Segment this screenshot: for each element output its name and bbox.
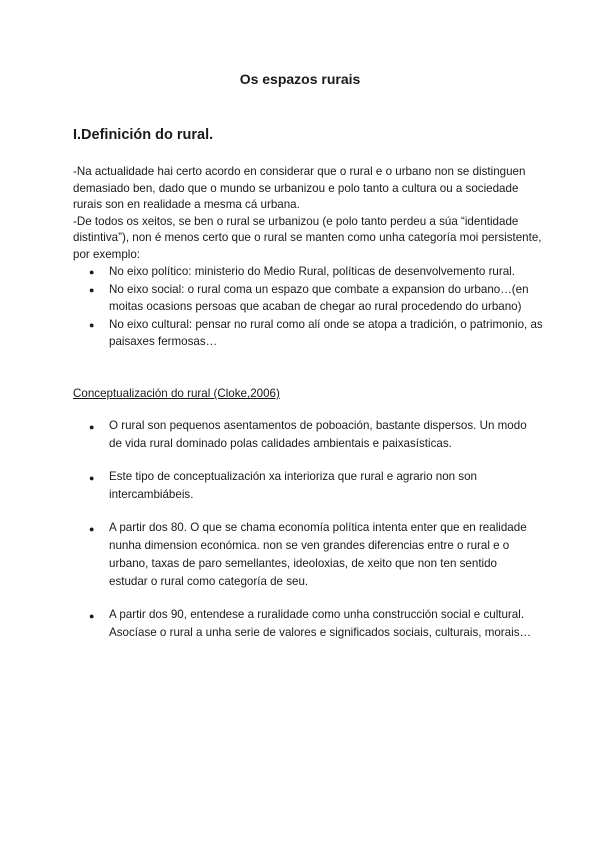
- list-item: [73, 317, 543, 350]
- list-item-text: A partir dos 90, entendese a ruralidade como unha construcción social e cultural. Asocíase o rural a unha serie de valores e significados sociais, culturais, morais…: [109, 608, 532, 639]
- list-item-text: A partir dos 80. O que se chama economía política intenta enter que en realidade nunha dimension económica. non se ven grandes diferencias entre o rural e o urbano, taxas de paro semellantes, ideoloxias, de xeito que non ten sentido estudar o rural como categoría de seu.: [109, 521, 527, 588]
- concept-list: [73, 417, 533, 657]
- list-item: [73, 417, 533, 453]
- section-heading: I.Definición do rural.: [73, 127, 214, 143]
- bullet-icon: ●: [89, 422, 95, 432]
- list-item-text: No eixo social: o rural coma un espazo que combate a expansion do urbano…(en moitas ocasions persoas que acaban de chegar ao rural procedendo do urbano): [109, 283, 529, 313]
- bullet-icon: ●: [89, 611, 95, 621]
- list-item: [73, 519, 533, 591]
- concept-heading: Conceptualización do rural (Cloke,2006): [73, 387, 280, 400]
- bullet-icon: ●: [89, 320, 95, 331]
- list-item: [73, 264, 543, 281]
- list-item: [73, 282, 543, 315]
- bullet-icon: ●: [89, 473, 95, 483]
- document-title: Os espazos rurais: [239, 71, 361, 87]
- intro-paragraph: -De todos os xeitos, se ben o rural se urbanizou (e polo tanto perdeu a súa “identidade distintiva”), non é menos certo que o rural se manten como unha categoría moi persistente, por exemplo:: [73, 214, 542, 261]
- examples-list: [73, 264, 543, 351]
- list-item-text: Este tipo de conceptualización xa interioriza que rural e agrario non son intercambiábeis.: [109, 470, 477, 501]
- bullet-icon: ●: [89, 524, 95, 534]
- list-item-text: No eixo político: ministerio do Medio Rural, políticas de desenvolvemento rural.: [109, 264, 515, 278]
- list-item-text: No eixo cultural: pensar no rural como alí onde se atopa a tradición, o patrimonio, as paisaxes fermosas…: [109, 318, 543, 348]
- list-item: [73, 468, 533, 504]
- bullet-icon: ●: [89, 285, 95, 296]
- intro-paragraph: -Na actualidade hai certo acordo en considerar que o rural e o urbano non se distinguen demasiado ben, dado que o mundo se urbanizou e polo tanto a cultura ou a sociedade rurais son en realidade a mesma cá urbana.: [73, 165, 526, 212]
- bullet-icon: ●: [89, 266, 95, 277]
- list-item: [73, 606, 533, 642]
- intro-section: [73, 164, 543, 353]
- list-item-text: O rural son pequenos asentamentos de poboación, bastante dispersos. Un modo de vida rural dominado polas calidades ambientais e paixasísticas.: [109, 419, 527, 450]
